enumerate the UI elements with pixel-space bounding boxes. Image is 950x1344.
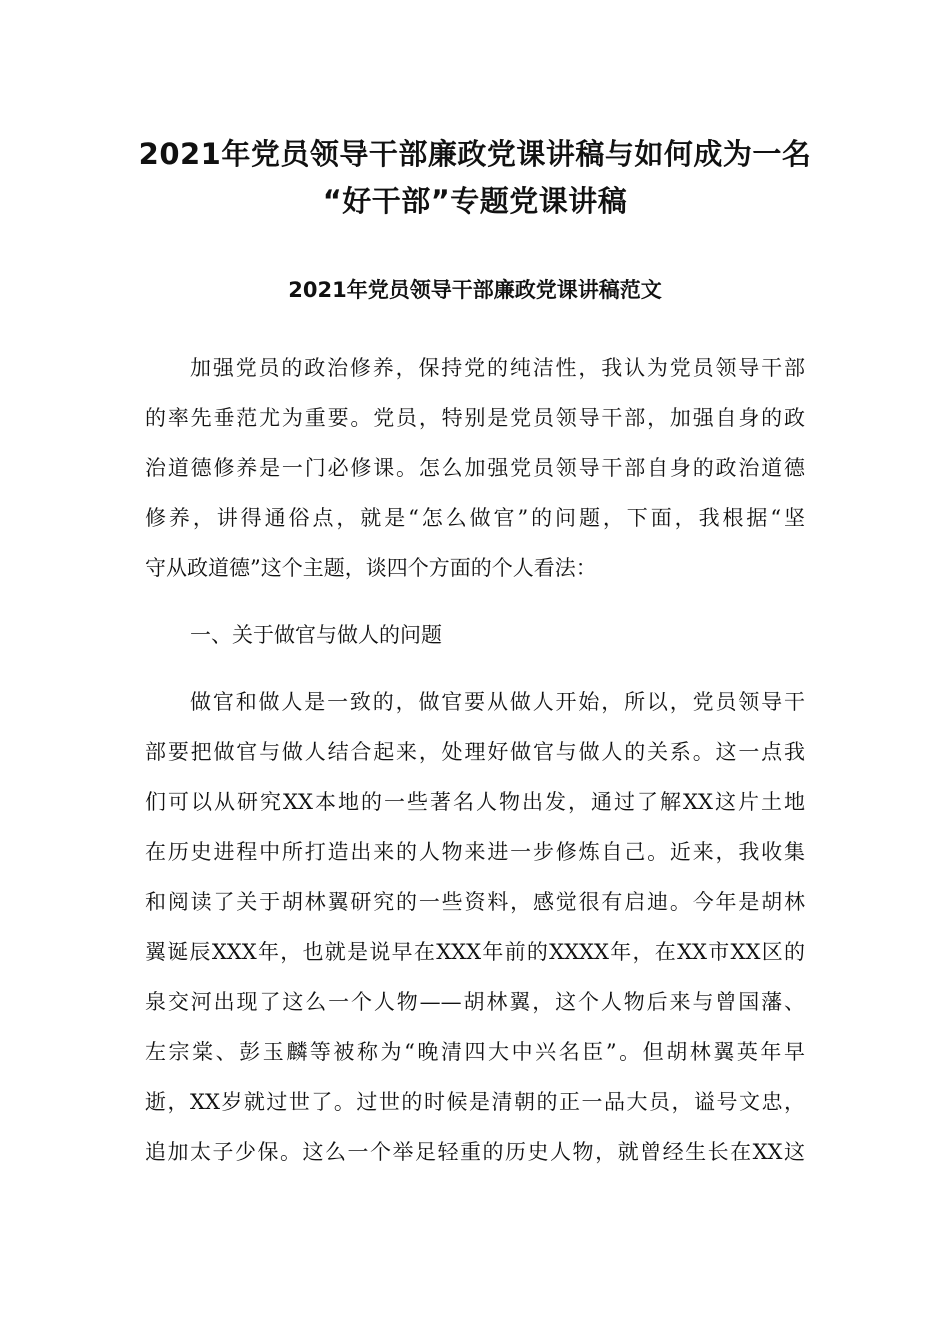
paragraph-2-line: 追加太子少保。这么一个举足轻重的历史人物，就曾经生长在XX这 [145,1140,805,1164]
section-title: 2021年党员领导干部廉政党课讲稿范文 [288,278,662,302]
paragraph-2-line: 逝，XX岁就过世了。过世的时候是清朝的正一品大员，谥号文忠， [145,1090,805,1114]
paragraph-1-line: 治道德修养是一门必修课。怎么加强党员领导干部自身的政治道德 [145,456,805,480]
document-title-line-2: “好干部”专题党课讲稿 [322,184,628,218]
paragraph-2-line: 翼诞辰XXX年，也就是说早在XXX年前的XXXX年，在XX市XX区的 [145,940,805,964]
paragraph-2-line: 部要把做官与做人结合起来，处理好做官与做人的关系。这一点我 [145,740,805,764]
paragraph-2-line: 做官和做人是一致的，做官要从做人开始，所以，党员领导干 [190,690,805,714]
paragraph-2-line: 左宗棠、彭玉麟等被称为“晚清四大中兴名臣”。但胡林翼英年早 [145,1040,805,1064]
paragraph-1-line: 修养，讲得通俗点，就是“怎么做官”的问题，下面，我根据“坚 [145,506,805,530]
heading-1: 一、关于做官与做人的问题 [190,623,442,647]
document-title-line-1: 2021年党员领导干部廉政党课讲稿与如何成为一名 [138,137,812,171]
paragraph-2-line: 和阅读了关于胡林翼研究的一些资料，感觉很有启迪。今年是胡林 [145,890,805,914]
paragraph-1-line: 的率先垂范尤为重要。党员，特别是党员领导干部，加强自身的政 [145,406,805,430]
paragraph-1-line: 守从政道德”这个主题，谈四个方面的个人看法： [145,556,597,580]
paragraph-2-line: 在历史进程中所打造出来的人物来进一步修炼自己。近来，我收集 [145,840,805,864]
paragraph-1-line: 加强党员的政治修养，保持党的纯洁性，我认为党员领导干部 [190,356,805,380]
paragraph-2-line: 们可以从研究XX本地的一些著名人物出发，通过了解XX这片土地 [145,790,805,814]
paragraph-2-line: 泉交河出现了这么一个人物——胡林翼，这个人物后来与曾国藩、 [145,990,805,1014]
